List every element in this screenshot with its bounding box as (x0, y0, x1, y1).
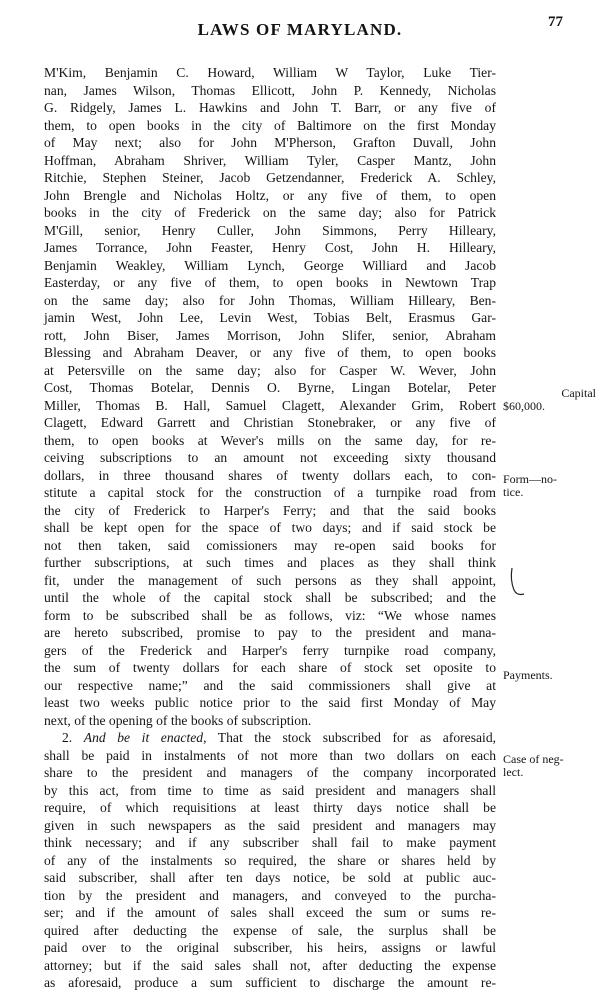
text-line: further subscriptions, at such times and places as they shall think (44, 555, 496, 570)
text-line: Miller, Thomas B. Hall, Samuel Clagett, Alexander Grim, Robert (44, 397, 496, 413)
text-line: ceiving subscriptions to an amount not exceeding sixty thousand (44, 450, 496, 465)
section-2-first-line (44, 729, 496, 747)
text-line: Easterday, or any five of them, to open books in Newtown Trap (44, 275, 496, 290)
text-line: shall be kept open for the space of two days; and if said stock be (44, 520, 496, 535)
text-line: our respective name;” and the said commissioners shall give at (44, 677, 496, 693)
text-line: least two weeks public notice prior to the said first Monday of May (44, 695, 496, 710)
text-line: gers of the Frederick and Harper's ferry turnpike road company, (44, 642, 496, 658)
text-line: Benjamin Weakley, William Lynch, George Williard and Jacob (44, 257, 496, 273)
margin-note-capital (503, 387, 598, 413)
text-line: until the whole of the capital stock shall be subscribed; and the (44, 590, 496, 605)
text-line: as aforesaid, produce a sum sufficient to discharge the amount re- (44, 975, 496, 990)
text-line: Cost, Thomas Botelar, Dennis O. Byrne, Lingan Botelar, Peter (44, 380, 496, 395)
text-line: Clagett, Edward Garrett and Christian Stonebraker, or any five of (44, 415, 496, 430)
text-line: of May next; also for John M'Pherson, Grafton Duvall, John (44, 135, 496, 150)
text-line: M'Gill, senior, Henry Culler, John Simmons, Perry Hilleary, (44, 222, 496, 238)
text-line: nan, James Wilson, Thomas Ellicott, John P. Kennedy, Nicholas (44, 82, 496, 98)
section-number: 2. (62, 730, 84, 745)
handwritten-mark-icon (508, 566, 528, 600)
text-line: James Torrance, John Feaster, Henry Cost, John H. Hilleary, (44, 240, 496, 255)
margin-note-capital-title: Capital (561, 386, 596, 400)
enacting-clause: And be it enacted (83, 730, 204, 745)
margin-note-neglect-title: Case of neg- (503, 752, 564, 766)
page-header: LAWS OF MARYLAND. (197, 20, 403, 39)
text-line: attorney; but if the said sales shall not, after deducting the expense (44, 957, 496, 973)
margin-note-neglect-cont: lect. (503, 765, 524, 779)
margin-note-form (503, 473, 598, 499)
text-line: given in such newspapers as the said president and managers may (44, 817, 496, 833)
text-line: books in the city of Frederick on the same day; also for Patrick (44, 205, 496, 220)
text-line: not then taken, said comissioners may re-open said books for (44, 537, 496, 553)
text-line: jamin West, John Lee, Levin West, Tobias Belt, Erasmus Gar- (44, 310, 496, 325)
text-line: paid over to the original subscriber, his heirs, assigns or lawful (44, 940, 496, 955)
text-line: John Brengle and Nicholas Holtz, or any five of them, to open (44, 187, 496, 203)
text-line: them, to open books at Wever's mills on the same day, for re- (44, 432, 496, 448)
page-number: 77 (548, 14, 563, 30)
text-line: G. Ridgely, James L. Hawkins and John T. Barr, or any five of (44, 100, 496, 115)
section-text: , That the stock subscribed for as aforesaid, (203, 730, 497, 745)
text-line: are hereto subscribed, promise to pay to the president and mana- (44, 625, 496, 640)
text-line: shall be paid in instalments of not more than two dollars on each (44, 747, 496, 763)
text-line: said subscriber, shall after ten days notice, be sold at public auc- (44, 870, 496, 885)
margin-note-payments: Payments. (503, 668, 553, 682)
text-line: fit, under the management of such persons as they shall appoint, (44, 572, 496, 588)
text-line: them, to open books in the city of Baltimore on the first Monday (44, 117, 496, 133)
text-line: on the same day; also for John Thomas, William Hilleary, Ben- (44, 292, 496, 308)
text-line: Ritchie, Stephen Steiner, Jacob Getzendanner, Frederick A. Schley, (44, 170, 496, 185)
text-line: share to the president and managers of the company incorporated (44, 765, 496, 780)
text-line: at Petersville on the same day; also for Casper W. Wever, John (44, 362, 496, 378)
margin-note-form-title: Form—no- (503, 472, 557, 486)
text-line: ser; and if the amount of sales shall exceed the sum or sums re- (44, 905, 496, 920)
text-line: think necessary; and if any subscriber shall fail to make payment (44, 835, 496, 850)
text-line: Blessing and Abraham Deaver, or any five of them, to open books (44, 345, 496, 360)
text-line: quired after deducting the expense of sale, the surplus shall be (44, 922, 496, 938)
margin-note-form-cont: tice. (503, 485, 524, 499)
text-line: next, of the opening of the books of subscription. (44, 712, 312, 728)
margin-note-capital-amount: $60,000. (503, 399, 545, 413)
text-line: by this act, from time to time as said president and managers shall (44, 782, 496, 798)
text-line: rott, John Biser, James Morrison, John Slifer, senior, Abraham (44, 327, 496, 343)
text-line: tion by the president and managers, and conveyed to the purcha- (44, 887, 496, 903)
text-line: M'Kim, Benjamin C. Howard, William W Taylor, Luke Tier- (44, 65, 496, 80)
text-line: form to be subscribed shall be as follows, viz: “We whose names (44, 607, 496, 623)
text-line: Hoffman, Abraham Shriver, William Tyler, Casper Mantz, John (44, 152, 496, 168)
text-line: of any of the instalments so required, the share or shares held by (44, 852, 496, 868)
text-line: dollars, in three thousand shares of twenty dollars each, to con- (44, 467, 496, 483)
text-line: require, of which requisitions at least thirty days notice shall be (44, 800, 496, 815)
text-line: stitute a capital stock for the construction of a turnpike road from (44, 485, 496, 500)
law-text (44, 64, 496, 992)
text-line: the sum of twenty dollars for each share of stock set oposite to (44, 660, 496, 675)
text-line: the city of Frederick to Harper's Ferry; and that the said books (44, 502, 496, 518)
margin-note-neglect (503, 753, 598, 779)
